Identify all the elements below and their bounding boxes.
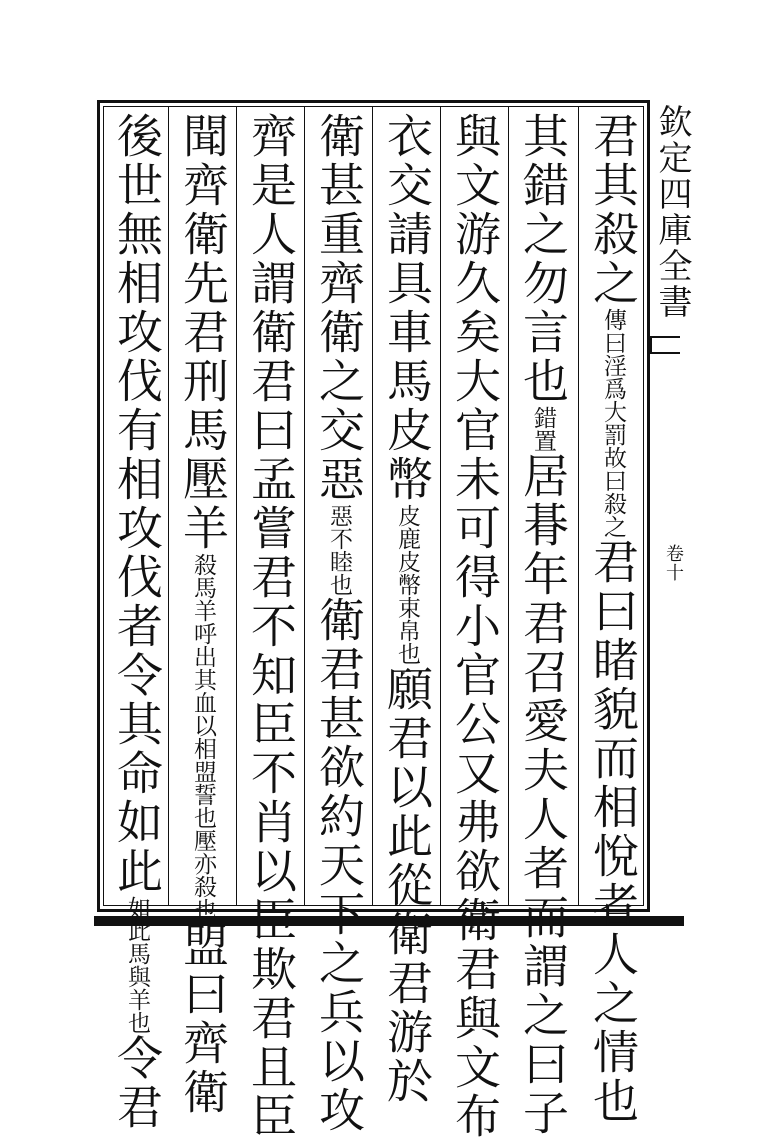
text-column-2: [514, 112, 572, 1138]
main-text: 衣交請具車馬皮幣: [380, 112, 434, 504]
text-column-7: [174, 112, 232, 1117]
main-text: 其錯之勿言也: [516, 112, 570, 406]
column-rule: [440, 106, 441, 906]
column-rule: [578, 106, 579, 906]
main-text: 願君以此從衛君游於: [380, 665, 434, 1106]
main-text: 與文游久矣大官未可得小官公又弗欲衛君與文布: [448, 112, 502, 1141]
column-rule: [168, 106, 169, 906]
column-rule: [236, 106, 237, 906]
fish-tail-mark: [650, 336, 680, 354]
main-text: 衛甚重齊衛之交惡: [312, 112, 366, 504]
main-text: 盟曰齊衛: [176, 921, 230, 1117]
margin-title: 欽定四庫全書: [652, 104, 692, 320]
main-text: 居朞年君召愛夫人者而謂之曰子: [516, 452, 570, 1138]
main-text: 齊是人謂衛君曰孟嘗君不知臣不肖以臣欺君且臣: [244, 112, 298, 1141]
commentary-note: 皮鹿皮幣束帛也: [394, 504, 420, 665]
main-text: 令君: [110, 1034, 164, 1132]
text-column-4: [378, 112, 436, 1106]
text-column-5: [310, 112, 368, 1135]
commentary-note: 傳曰淫爲大罰故曰殺之: [600, 308, 626, 538]
text-column-6: [242, 112, 300, 1141]
text-column-1: [584, 112, 642, 1126]
commentary-note: 如此馬與羊也: [124, 896, 150, 1034]
column-rule: [372, 106, 373, 906]
text-column-8: [108, 112, 166, 1132]
main-text: 後世無相攻伐有相攻伐者令其命如此: [110, 112, 164, 896]
commentary-note: 殺馬羊呼出其血以相盟誓也壓亦殺也: [190, 553, 216, 921]
main-text: 聞齊衛先君刑馬壓羊: [176, 112, 230, 553]
margin-juan: 卷十: [663, 544, 684, 582]
main-text: 衛君甚欲約天下之兵以攻: [312, 596, 366, 1135]
column-rule: [304, 106, 305, 906]
text-column-3: [446, 112, 504, 1141]
margin-strip: [650, 100, 690, 900]
commentary-note: 錯置: [530, 406, 556, 452]
commentary-note: 惡不睦也: [326, 504, 352, 596]
main-text: 君其殺之: [586, 112, 640, 308]
column-rule: [508, 106, 509, 906]
main-text: 君曰睹貌而相悅者人之情也: [586, 538, 640, 1126]
